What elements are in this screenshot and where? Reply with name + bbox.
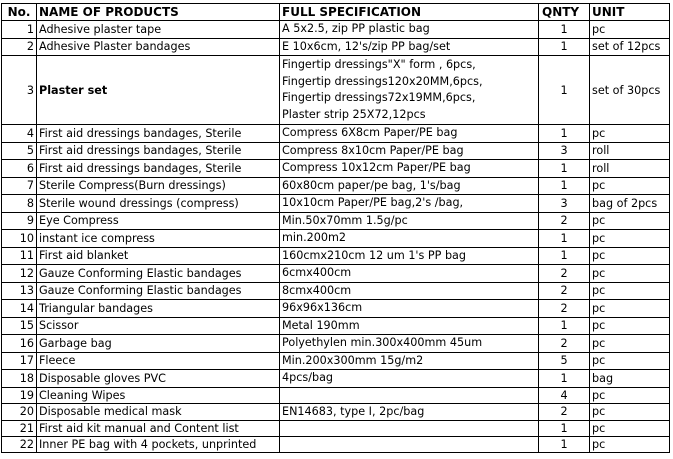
product-name-cell: Sterile Compress(Burn dressings) bbox=[37, 177, 280, 195]
specification-cell bbox=[280, 265, 539, 283]
specification-cell bbox=[280, 125, 539, 143]
unit-cell: pc bbox=[590, 335, 670, 353]
quantity-cell: 2 bbox=[539, 335, 590, 353]
product-name-cell: Triangular bandages bbox=[37, 300, 280, 318]
specification-line: 4pcs/bag bbox=[282, 371, 334, 384]
product-name-cell: First aid dressings bandages, Sterile bbox=[37, 142, 280, 160]
product-name-cell: Garbage bag bbox=[37, 335, 280, 353]
quantity-cell: 4 bbox=[539, 387, 590, 403]
unit-cell: pc bbox=[590, 230, 670, 248]
specification-cell bbox=[280, 437, 539, 453]
specification-cell bbox=[280, 317, 539, 335]
quantity-cell: 2 bbox=[539, 212, 590, 230]
table-row bbox=[2, 177, 670, 195]
quantity-cell: 1 bbox=[539, 247, 590, 265]
product-name-cell: Fleece bbox=[37, 352, 280, 370]
quantity-cell: 1 bbox=[539, 56, 590, 125]
unit-cell: pc bbox=[590, 317, 670, 335]
header-spec: FULL SPECIFICATION bbox=[280, 4, 539, 21]
table-row bbox=[2, 352, 670, 370]
quantity-cell: 1 bbox=[539, 317, 590, 335]
table-row bbox=[2, 56, 670, 125]
quantity-cell: 1 bbox=[539, 421, 590, 437]
table-row bbox=[2, 195, 670, 213]
specification-line: Compress 8x10cm Paper/PE bag bbox=[282, 143, 464, 157]
products-table bbox=[1, 3, 670, 453]
quantity-cell: 1 bbox=[539, 230, 590, 248]
unit-cell: pc bbox=[590, 421, 670, 437]
product-name-cell: First aid kit manual and Content list bbox=[37, 421, 280, 437]
header-qty: QNTY bbox=[539, 4, 590, 21]
product-name-cell: Plaster set bbox=[37, 56, 280, 125]
quantity-cell: 3 bbox=[539, 142, 590, 160]
table-row bbox=[2, 437, 670, 453]
specification-cell bbox=[280, 247, 539, 265]
table-row bbox=[2, 335, 670, 353]
unit-cell: pc bbox=[590, 352, 670, 370]
quantity-cell: 1 bbox=[539, 437, 590, 453]
specification-cell bbox=[280, 38, 539, 56]
specification-line: 8cmx400cm bbox=[282, 283, 352, 297]
row-number-cell: 15 bbox=[2, 317, 37, 335]
unit-cell: pc bbox=[590, 247, 670, 265]
product-name-cell: instant ice compress bbox=[37, 230, 280, 248]
quantity-cell: 5 bbox=[539, 352, 590, 370]
specification-line: Polyethylen min.300x400mm 45um bbox=[282, 336, 483, 349]
unit-cell: set of 30pcs bbox=[590, 56, 670, 125]
specification-cell bbox=[280, 160, 539, 178]
header-row bbox=[2, 4, 670, 21]
product-name-cell: Inner PE bag with 4 pockets, unprinted bbox=[37, 437, 280, 453]
product-name-cell: Eye Compress bbox=[37, 212, 280, 230]
table-row bbox=[2, 370, 670, 388]
specification-cell bbox=[280, 421, 539, 437]
row-number-cell: 22 bbox=[2, 437, 37, 453]
specification-line: EN14683, type I, 2pc/bag bbox=[282, 404, 425, 418]
quantity-cell: 2 bbox=[539, 265, 590, 283]
row-number-cell: 19 bbox=[2, 387, 37, 403]
row-number-cell: 2 bbox=[2, 38, 37, 56]
unit-cell: pc bbox=[590, 212, 670, 230]
table-row bbox=[2, 160, 670, 178]
unit-cell: pc bbox=[590, 177, 670, 195]
header-unit: UNIT bbox=[590, 4, 670, 21]
row-number-cell: 4 bbox=[2, 125, 37, 143]
table-row bbox=[2, 247, 670, 265]
product-name-cell: First aid blanket bbox=[37, 247, 280, 265]
specification-cell bbox=[280, 177, 539, 195]
table-row bbox=[2, 403, 670, 421]
table-row bbox=[2, 421, 670, 437]
specification-line: 6cmx400cm bbox=[282, 266, 352, 279]
row-number-cell: 6 bbox=[2, 160, 37, 178]
header-no: No. bbox=[2, 4, 37, 21]
product-name-cell: Gauze Conforming Elastic bandages bbox=[37, 265, 280, 283]
specification-line: A 5x2.5, zip PP plastic bag bbox=[282, 22, 430, 35]
product-name-cell: Scissor bbox=[37, 317, 280, 335]
row-number-cell: 17 bbox=[2, 352, 37, 370]
table-row bbox=[2, 387, 670, 403]
quantity-cell: 3 bbox=[539, 195, 590, 213]
quantity-cell: 1 bbox=[539, 38, 590, 56]
specification-line: E 10x6cm, 12's/zip PP bag/set bbox=[282, 39, 451, 53]
quantity-cell: 2 bbox=[539, 282, 590, 300]
specification-line: Fingertip dressings72x19MM,6pcs, bbox=[282, 91, 476, 104]
specification-line: 96x96x136cm bbox=[282, 301, 363, 314]
specification-line: Fingertip dressings"X" form , 6pcs, bbox=[282, 58, 476, 71]
specification-cell bbox=[280, 212, 539, 230]
specification-cell bbox=[280, 387, 539, 403]
specification-cell bbox=[280, 142, 539, 160]
unit-cell: pc bbox=[590, 437, 670, 453]
product-name-cell: Disposable gloves PVC bbox=[37, 370, 280, 388]
row-number-cell: 5 bbox=[2, 142, 37, 160]
table-row bbox=[2, 125, 670, 143]
unit-cell: bag bbox=[590, 370, 670, 388]
specification-line: 60x80cm paper/pe bag, 1's/bag bbox=[282, 178, 461, 192]
specification-cell bbox=[280, 230, 539, 248]
unit-cell: bag of 2pcs bbox=[590, 195, 670, 213]
row-number-cell: 10 bbox=[2, 230, 37, 248]
unit-cell: pc bbox=[590, 21, 670, 39]
table-row bbox=[2, 282, 670, 300]
product-name-cell: First aid dressings bandages, Sterile bbox=[37, 160, 280, 178]
row-number-cell: 21 bbox=[2, 421, 37, 437]
row-number-cell: 13 bbox=[2, 282, 37, 300]
row-number-cell: 16 bbox=[2, 335, 37, 353]
table-row bbox=[2, 142, 670, 160]
unit-cell: roll bbox=[590, 160, 670, 178]
specification-cell bbox=[280, 403, 539, 421]
unit-cell: pc bbox=[590, 282, 670, 300]
unit-cell: pc bbox=[590, 265, 670, 283]
product-name-cell: Adhesive plaster tape bbox=[37, 21, 280, 39]
unit-cell: roll bbox=[590, 142, 670, 160]
specification-cell bbox=[280, 370, 539, 388]
specification-line: Min.50x70mm 1.5g/pc bbox=[282, 213, 408, 227]
table-row bbox=[2, 21, 670, 39]
quantity-cell: 1 bbox=[539, 177, 590, 195]
product-name-cell: First aid dressings bandages, Sterile bbox=[37, 125, 280, 143]
product-name-cell: Adhesive Plaster bandages bbox=[37, 38, 280, 56]
row-number-cell: 14 bbox=[2, 300, 37, 318]
row-number-cell: 20 bbox=[2, 403, 37, 421]
specification-line: Min.200x300mm 15g/m2 bbox=[282, 353, 424, 367]
row-number-cell: 3 bbox=[2, 56, 37, 125]
specification-cell bbox=[280, 56, 539, 125]
specification-cell bbox=[280, 352, 539, 370]
specification-cell bbox=[280, 335, 539, 353]
quantity-cell: 1 bbox=[539, 21, 590, 39]
product-name-cell: Sterile wound dressings (compress) bbox=[37, 195, 280, 213]
row-number-cell: 12 bbox=[2, 265, 37, 283]
unit-cell: pc bbox=[590, 300, 670, 318]
row-number-cell: 7 bbox=[2, 177, 37, 195]
specification-line: 10x10cm Paper/PE bag,2's /bag, bbox=[282, 196, 464, 209]
table-row bbox=[2, 230, 670, 248]
row-number-cell: 1 bbox=[2, 21, 37, 39]
table-row bbox=[2, 300, 670, 318]
table-row bbox=[2, 317, 670, 335]
specification-cell bbox=[280, 282, 539, 300]
row-number-cell: 9 bbox=[2, 212, 37, 230]
specification-cell bbox=[280, 21, 539, 39]
quantity-cell: 1 bbox=[539, 370, 590, 388]
table-row bbox=[2, 265, 670, 283]
unit-cell: pc bbox=[590, 387, 670, 403]
quantity-cell: 2 bbox=[539, 403, 590, 421]
quantity-cell: 2 bbox=[539, 300, 590, 318]
row-number-cell: 18 bbox=[2, 370, 37, 388]
table-row bbox=[2, 212, 670, 230]
unit-cell: pc bbox=[590, 125, 670, 143]
specification-line: Compress 10x12cm Paper/PE bag bbox=[282, 161, 471, 174]
specification-line: Fingertip dressings120x20MM,6pcs, bbox=[282, 74, 483, 88]
specification-line: Metal 190mm bbox=[282, 318, 360, 332]
row-number-cell: 8 bbox=[2, 195, 37, 213]
product-name-cell: Gauze Conforming Elastic bandages bbox=[37, 282, 280, 300]
product-name-cell: Disposable medical mask bbox=[37, 403, 280, 421]
unit-cell: set of 12pcs bbox=[590, 38, 670, 56]
specification-line: min.200m2 bbox=[282, 231, 347, 244]
unit-cell: pc bbox=[590, 403, 670, 421]
specification-line: Compress 6X8cm Paper/PE bag bbox=[282, 126, 458, 139]
specification-cell bbox=[280, 300, 539, 318]
product-name-cell: Cleaning Wipes bbox=[37, 387, 280, 403]
specification-line: 160cmx210cm 12 um 1's PP bag bbox=[282, 248, 467, 262]
row-number-cell: 11 bbox=[2, 247, 37, 265]
specification-cell bbox=[280, 195, 539, 213]
table-row bbox=[2, 38, 670, 56]
quantity-cell: 1 bbox=[539, 125, 590, 143]
quantity-cell: 1 bbox=[539, 160, 590, 178]
specification-line: Plaster strip 25X72,12pcs bbox=[282, 107, 426, 121]
header-name: NAME OF PRODUCTS bbox=[37, 4, 280, 21]
